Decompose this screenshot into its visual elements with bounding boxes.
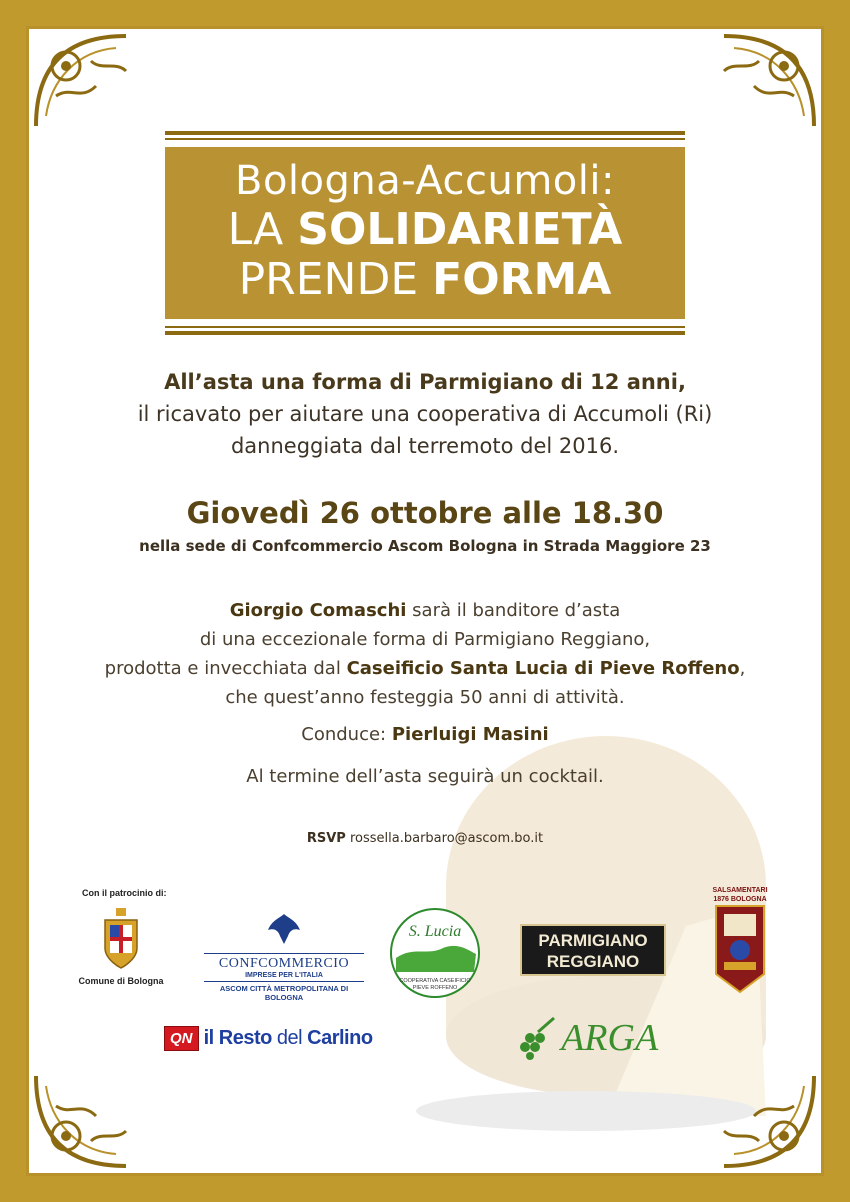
content-panel: [26, 26, 824, 1176]
intro-text: All’asta una forma di Parmigiano di 12 anni, il ricavato per aiutare una cooperativa di Accumoli (Ri) danneggiata dal terremoto del 2016.: [137, 370, 713, 458]
cocktail-note: Al termine dell’asta seguirà un cocktail.: [246, 766, 604, 787]
salsamentari-logo: SALSAMENTARI 1876 BOLOGNA: [710, 886, 770, 998]
svg-text:S. Lucia: S. Lucia: [408, 923, 462, 940]
parmigiano-reggiano-logo: PARMIGIANO REGGIANO: [520, 924, 666, 976]
rsvp-email[interactable]: rossella.barbaro@ascom.bo.it: [345, 831, 544, 846]
ornament-bottom-left: [26, 1066, 146, 1176]
resto-del-carlino-logo: QN il Resto del Carlino: [164, 1026, 373, 1056]
comune-bologna-logo: Comune di Bologna: [76, 908, 166, 986]
title-rule-thin-bottom: [165, 326, 685, 328]
patronage-label: Con il patrocinio di:: [82, 888, 167, 898]
santa-lucia-logo: [388, 906, 482, 1000]
svg-text:COOPERATIVA CASEIFICIO: COOPERATIVA CASEIFICIO: [399, 978, 471, 984]
title-line-3: PRENDE FORMA: [238, 254, 612, 305]
title-line-2: LA SOLIDARIETÀ: [227, 204, 623, 255]
bologna-crest-icon: [99, 908, 143, 970]
title-box: [165, 147, 685, 319]
confcommercio-logo: CONFCOMMERCIO IMPRESE PER L'ITALIA ASCOM CITTÀ METROPOLITANA DI BOLOGNA: [204, 912, 364, 1002]
arga-logo: ARGA: [520, 1016, 658, 1066]
event-date: Giovedì 26 ottobre alle 18.30: [186, 496, 664, 530]
event-venue: nella sede di Confcommercio Ascom Bologna in Strada Maggiore 23: [139, 537, 711, 555]
salsamentari-banner-icon: [712, 904, 768, 994]
event-description: Giorgio Comaschi sarà il banditore d’asta di una eccezionale forma di Parmigiano Reggiano, prodotta e invecchiata dal Caseificio Santa Lucia di Pieve Roffeno, che quest’anno festeggia 50 anni di attività.: [104, 600, 746, 708]
grapes-icon: [520, 1016, 556, 1060]
title-rule-bottom: [165, 331, 685, 335]
title-block: [165, 131, 685, 335]
title-rule: [165, 131, 685, 135]
host-line: Conduce: Pierluigi Masini: [301, 724, 549, 745]
title-line-1: Bologna-Accumoli:: [235, 158, 615, 204]
title-rule-thin: [165, 138, 685, 140]
ornament-top-left: [26, 26, 146, 136]
ornament-bottom-right: [704, 1066, 824, 1176]
santa-lucia-seal-icon: [388, 906, 482, 1000]
svg-text:PIEVE ROFFENO: PIEVE ROFFENO: [412, 985, 458, 991]
rsvp-line: RSVP rossella.barbaro@ascom.bo.it: [306, 831, 544, 846]
ornament-top-right: [704, 26, 824, 136]
eagle-icon: [266, 912, 302, 946]
